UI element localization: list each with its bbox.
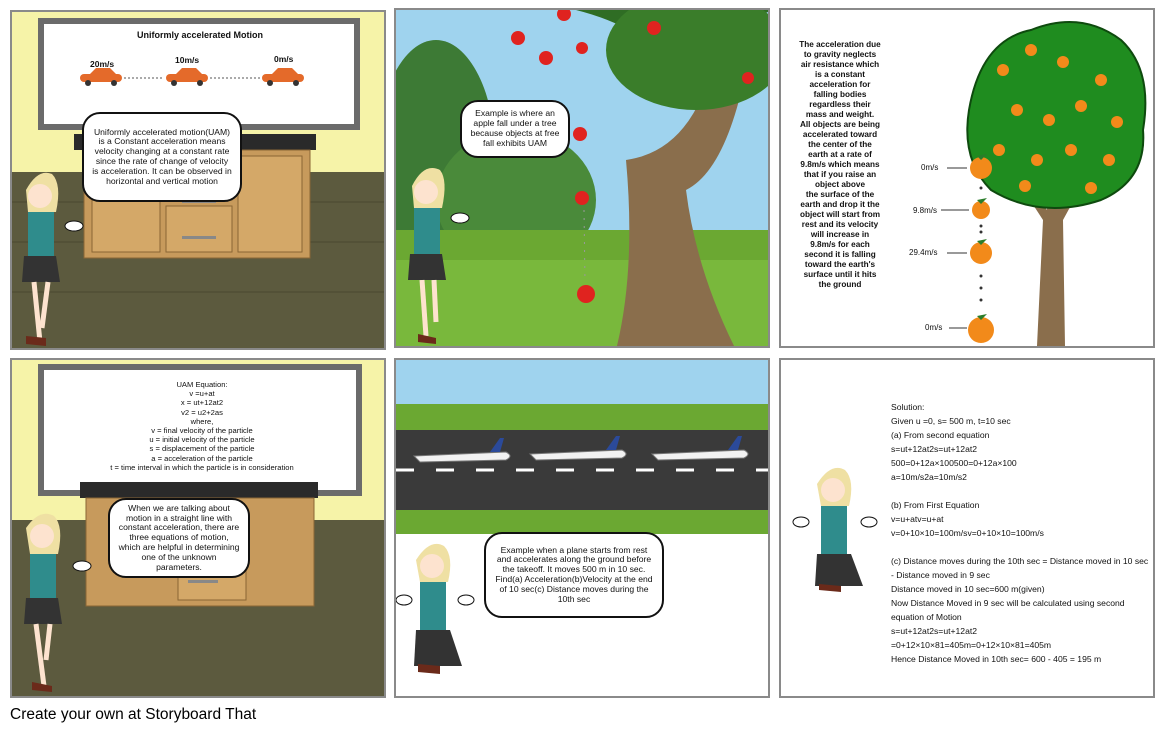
solution-line: (b) From First Equation — [891, 500, 980, 510]
solution-line: a=10m/s2a=10m/s2 — [891, 472, 967, 482]
speed-label-2: 10m/s — [175, 55, 200, 65]
speech-bubble: Uniformly accelerated motion(UAM) is a Constant acceleration means velocity changing at a constant rate since the rate of change of velocity is acceleration. It can be observed in horizontal and vertical motion — [82, 112, 242, 202]
solution-line: v=0+10×10=100m/sv=0+10×10=100m/s — [891, 528, 1044, 538]
solution-line: 500=0+12a×100500=0+12a×100 — [891, 458, 1017, 468]
solution-line: Hence Distance Moved in 10th sec= 600 - 405 = 195 m — [891, 654, 1102, 664]
solution-line: v=u+atv=u+at — [891, 514, 944, 524]
solution-line: Distance moved in 10 sec=600 m(given) — [891, 584, 1045, 594]
create-your-own-link[interactable]: Create your own at Storyboard That — [10, 706, 257, 723]
equation-board: UAM Equation: v =u+at x = ut+12at2 v2 = u2+2as where, v = final velocity of the particle u = initial velocity of the particle s = displacement of the particle a = acceleration of the particle t = time interval in which the particle is in consideration — [110, 380, 294, 472]
panel-1-uniform-motion — [10, 10, 386, 350]
panel-2-scene — [396, 10, 770, 348]
speech-bubble: Example is where an apple fall under a tree because objects at free fall exhibits UAM — [460, 100, 570, 158]
panel-2-apple-tree — [394, 8, 770, 348]
velocity-label-2: 9.8m/s — [913, 206, 938, 215]
panel-6-solution — [779, 358, 1155, 698]
gravity-explanation: The acceleration due to gravity neglects air resistance which is a constant acceleration for falling bodies regardless their mass and weight. All objects are being accelerated toward the center of the earth at a rate of 9.8m/s which means that if you raise an object above the surface of the earth and drop it the object will start from rest and its velocity will increase in 9.8m/s for each second it is falling toward the earth's surface until it hits the ground — [799, 40, 881, 289]
solution-line: s=ut+12at2s=ut+12at2 — [891, 626, 978, 636]
speed-label-3: 0m/s — [274, 54, 294, 64]
solution-line — [891, 540, 1153, 554]
speech-bubble: When we are talking about motion in a straight line with constant acceleration, there are three equations of motion, which are helpful in determining one of the unknown parameters. — [108, 498, 250, 578]
velocity-label-3: 29.4m/s — [909, 248, 938, 257]
solution-line — [891, 484, 1153, 498]
speed-label-1: 20m/s — [90, 59, 115, 69]
panel-5-airplane — [394, 358, 770, 698]
panel-4-equations — [10, 358, 386, 698]
velocity-label-1: 0m/s — [921, 163, 939, 172]
solution-line: (c) Distance moves during the 10th sec = Distance moved in 10 sec - Distance moved in 9 sec — [891, 556, 1149, 580]
solution-line: s=ut+12at2s=ut+12at2 — [891, 444, 978, 454]
solution-line: (a) From second equation — [891, 430, 990, 440]
board-title: Uniformly accelerated Motion — [136, 30, 264, 40]
panel-3-gravity — [779, 8, 1155, 348]
solution-line: =0+12×10×81=405m=0+12×10×81=405m — [891, 640, 1052, 650]
solution-line: Now Distance Moved in 9 sec will be calculated using second equation of Motion — [891, 598, 1125, 622]
velocity-label-4: 0m/s — [925, 323, 943, 332]
solution-line: Solution: — [891, 402, 925, 412]
solution-text — [891, 400, 1153, 666]
solution-line: Given u =0, s= 500 m, t=10 sec — [891, 416, 1011, 426]
panel-5-scene — [396, 360, 770, 698]
speech-bubble: Example when a plane starts from rest and accelerates along the ground before the takeoff. It moves 500 m in 10 sec. Find(a) Acceleration(b)Velocity at the end of 10 sec(c) Distance moves during the 10th sec — [484, 532, 664, 618]
